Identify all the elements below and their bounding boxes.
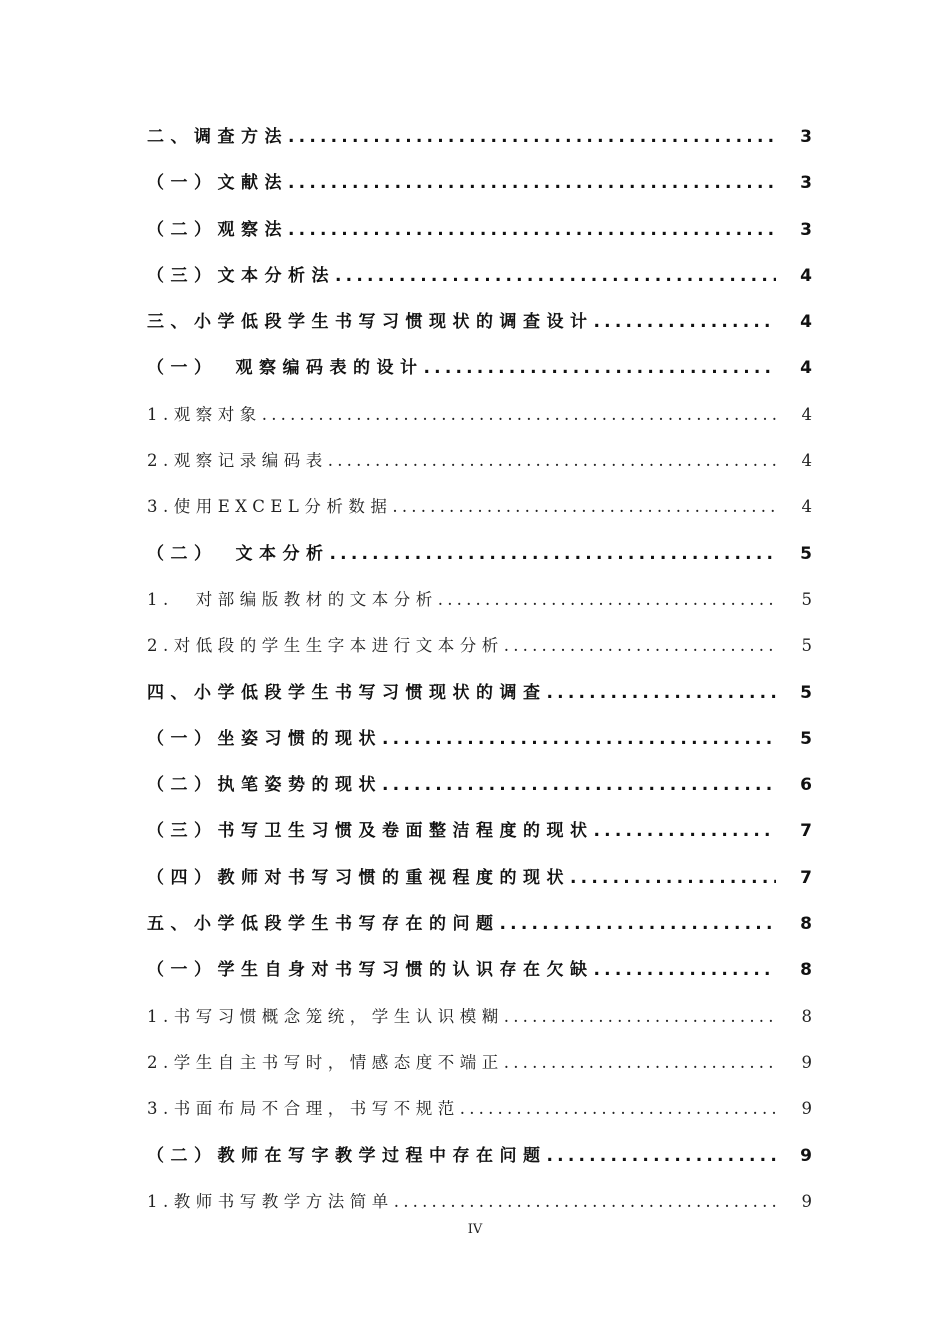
toc-entry-title-text: （二）教师在写字教学过程中存在问题 bbox=[147, 1145, 547, 1166]
toc-entry-page-number: 3 bbox=[800, 219, 812, 240]
toc-entry-page-number: 6 bbox=[800, 775, 812, 796]
toc-entry[interactable] bbox=[147, 114, 812, 160]
toc-dot-leader bbox=[335, 253, 776, 299]
toc-entry-page-number: 4 bbox=[800, 358, 812, 379]
toc-entry-page-number: 9 bbox=[800, 1145, 812, 1166]
toc-dot-leader bbox=[500, 901, 777, 947]
toc-entry-title-text: （一）学生自身对书写习惯的认识存在欠缺 bbox=[147, 960, 594, 981]
toc-entry[interactable] bbox=[147, 1179, 812, 1225]
toc-entry-title-text: 3.书面布局不合理，书写不规范 bbox=[147, 1099, 460, 1119]
toc-entry[interactable] bbox=[147, 392, 812, 438]
toc-entry-title bbox=[147, 345, 424, 391]
toc-dot-leader bbox=[547, 1133, 777, 1179]
toc-entry-title bbox=[147, 531, 330, 577]
toc-entry-title bbox=[147, 901, 500, 947]
toc-entry-title-text: （一） bbox=[147, 358, 218, 379]
toc-entry-title-text: 1.教师书写教学方法简单 bbox=[147, 1191, 394, 1211]
toc-entry-title-text: （二） bbox=[147, 543, 218, 564]
toc-dot-leader bbox=[424, 345, 777, 391]
toc-entry-title-text: 2.学生自主书写时，情感态度不端正 bbox=[147, 1052, 504, 1072]
toc-entry-title-rest: 对部编版教材的文本分析 bbox=[195, 589, 438, 609]
toc-entry[interactable] bbox=[147, 531, 812, 577]
toc-entry-title bbox=[147, 1086, 460, 1132]
toc-entry-title-text: 二、调查方法 bbox=[147, 127, 288, 147]
toc-entry-page-number: 5 bbox=[800, 543, 812, 564]
toc-entry[interactable] bbox=[147, 901, 812, 947]
toc-dot-leader bbox=[504, 994, 776, 1040]
toc-entry-title bbox=[147, 947, 594, 993]
toc-entry[interactable] bbox=[147, 1133, 812, 1179]
toc-entry-title bbox=[147, 299, 594, 345]
toc-entry-page-number: 4 bbox=[801, 404, 812, 424]
toc-entry-title-text: （二）执笔姿势的现状 bbox=[147, 775, 382, 796]
toc-entry-page-number: 4 bbox=[800, 265, 812, 286]
toc-entry-page-number: 4 bbox=[800, 312, 812, 333]
toc-entry-title bbox=[147, 160, 288, 206]
toc-entry-page-number: 8 bbox=[800, 914, 812, 935]
toc-entry-title-text: 3.使用EXCEL分析数据 bbox=[147, 497, 393, 517]
toc-dot-leader bbox=[594, 299, 777, 345]
toc-entry-page-number: 4 bbox=[801, 497, 812, 517]
toc-entry-title-rest: 文本分析 bbox=[235, 543, 330, 564]
toc-entry[interactable] bbox=[147, 160, 812, 206]
toc-dot-leader bbox=[460, 1086, 776, 1132]
toc-entry[interactable] bbox=[147, 1040, 812, 1086]
toc-dot-leader bbox=[504, 623, 776, 669]
toc-dot-leader bbox=[330, 531, 777, 577]
toc-entry-page-number: 7 bbox=[800, 821, 812, 842]
toc-entry-title-text: （二）观察法 bbox=[147, 219, 288, 240]
toc-dot-leader bbox=[382, 762, 776, 808]
toc-dot-leader bbox=[594, 947, 777, 993]
toc-entry-title-text: 2.观察记录编码表 bbox=[147, 451, 328, 471]
toc-entry[interactable] bbox=[147, 1086, 812, 1132]
toc-dot-leader bbox=[288, 114, 776, 160]
toc-entry-title-text: （三）书写卫生习惯及卷面整洁程度的现状 bbox=[147, 821, 594, 842]
toc-dot-leader bbox=[438, 577, 776, 623]
toc-entry-title-text: （四）教师对书写习惯的重视程度的现状 bbox=[147, 867, 570, 888]
toc-entry-title-text: 2.对低段的学生生字本进行文本分析 bbox=[147, 636, 504, 656]
toc-entry[interactable] bbox=[147, 577, 812, 623]
toc-entry[interactable] bbox=[147, 808, 812, 854]
toc-entry-title-text: （一）坐姿习惯的现状 bbox=[147, 728, 382, 749]
toc-entry-page-number: 9 bbox=[801, 1099, 812, 1119]
toc-entry-page-number: 9 bbox=[801, 1052, 812, 1072]
toc-entry[interactable] bbox=[147, 484, 812, 530]
toc-entry-title bbox=[147, 1133, 547, 1179]
toc-entry-title bbox=[147, 253, 335, 299]
toc-dot-leader bbox=[594, 808, 777, 854]
toc-entry-title bbox=[147, 670, 547, 716]
toc-entry-page-number: 9 bbox=[801, 1191, 812, 1211]
toc-dot-leader bbox=[394, 1179, 776, 1225]
toc-dot-leader bbox=[570, 855, 776, 901]
toc-entry-title bbox=[147, 1179, 394, 1225]
toc-entry-title bbox=[147, 762, 382, 808]
toc-entry-title bbox=[147, 577, 438, 623]
toc-entry-page-number: 5 bbox=[800, 682, 812, 703]
toc-entry-title bbox=[147, 484, 392, 530]
toc-entry-page-number: 3 bbox=[800, 173, 812, 194]
toc-entry-page-number: 5 bbox=[801, 636, 812, 656]
toc-entry-title bbox=[147, 114, 288, 160]
toc-entry-title-text: 1.书写习惯概念笼统，学生认识模糊 bbox=[147, 1006, 504, 1026]
toc-entry-page-number: 5 bbox=[800, 728, 812, 749]
toc-entry-page-number: 8 bbox=[800, 960, 812, 981]
toc-entry[interactable] bbox=[147, 253, 812, 299]
toc-dot-leader bbox=[328, 438, 776, 484]
toc-entry-title-text: 四、小学低段学生书写习惯现状的调查 bbox=[147, 682, 547, 703]
toc-entry-title-text: （一）文献法 bbox=[147, 173, 288, 194]
toc-entry-title bbox=[147, 994, 504, 1040]
toc-entry-title bbox=[147, 855, 570, 901]
toc-entry-title bbox=[147, 207, 288, 253]
toc-entry[interactable] bbox=[147, 345, 812, 391]
toc-entry-page-number: 7 bbox=[800, 867, 812, 888]
toc-dot-leader bbox=[547, 670, 777, 716]
toc-entry[interactable] bbox=[147, 670, 812, 716]
toc-entry-title bbox=[147, 438, 328, 484]
toc-entry[interactable] bbox=[147, 716, 812, 762]
toc-entry[interactable] bbox=[147, 994, 812, 1040]
toc-entry-title-text: 五、小学低段学生书写存在的问题 bbox=[147, 914, 500, 935]
toc-entry-page-number: 8 bbox=[801, 1006, 812, 1026]
toc-entry-title-text: 1.观察对象 bbox=[147, 404, 262, 424]
toc-entry-title bbox=[147, 623, 504, 669]
toc-entry-title bbox=[147, 392, 262, 438]
page-number-footer: IV bbox=[467, 1222, 483, 1237]
toc-entry[interactable] bbox=[147, 623, 812, 669]
toc-entry-title-rest: 观察编码表的设计 bbox=[235, 358, 424, 379]
toc-entry-title bbox=[147, 716, 382, 762]
toc-entry[interactable] bbox=[147, 947, 812, 993]
toc-entry-page-number: 5 bbox=[801, 589, 812, 609]
toc-entry[interactable] bbox=[147, 762, 812, 808]
toc-entry-page-number: 3 bbox=[800, 127, 812, 147]
toc-entry-page-number: 4 bbox=[801, 451, 812, 471]
toc-entry-title-text: 1. bbox=[147, 589, 174, 609]
toc-dot-leader bbox=[504, 1040, 776, 1086]
table-of-contents bbox=[147, 114, 812, 1225]
toc-entry[interactable] bbox=[147, 855, 812, 901]
toc-entry[interactable] bbox=[147, 299, 812, 345]
toc-entry-title-text: 三、小学低段学生书写习惯现状的调查设计 bbox=[147, 312, 594, 333]
toc-entry-title bbox=[147, 808, 594, 854]
toc-entry[interactable] bbox=[147, 438, 812, 484]
toc-dot-leader bbox=[288, 160, 776, 206]
toc-dot-leader bbox=[262, 392, 776, 438]
toc-entry-title-text: （三）文本分析法 bbox=[147, 265, 335, 286]
toc-dot-leader bbox=[382, 716, 776, 762]
toc-dot-leader bbox=[392, 484, 776, 530]
toc-dot-leader bbox=[288, 207, 776, 253]
toc-entry-title bbox=[147, 1040, 504, 1086]
toc-entry[interactable] bbox=[147, 207, 812, 253]
